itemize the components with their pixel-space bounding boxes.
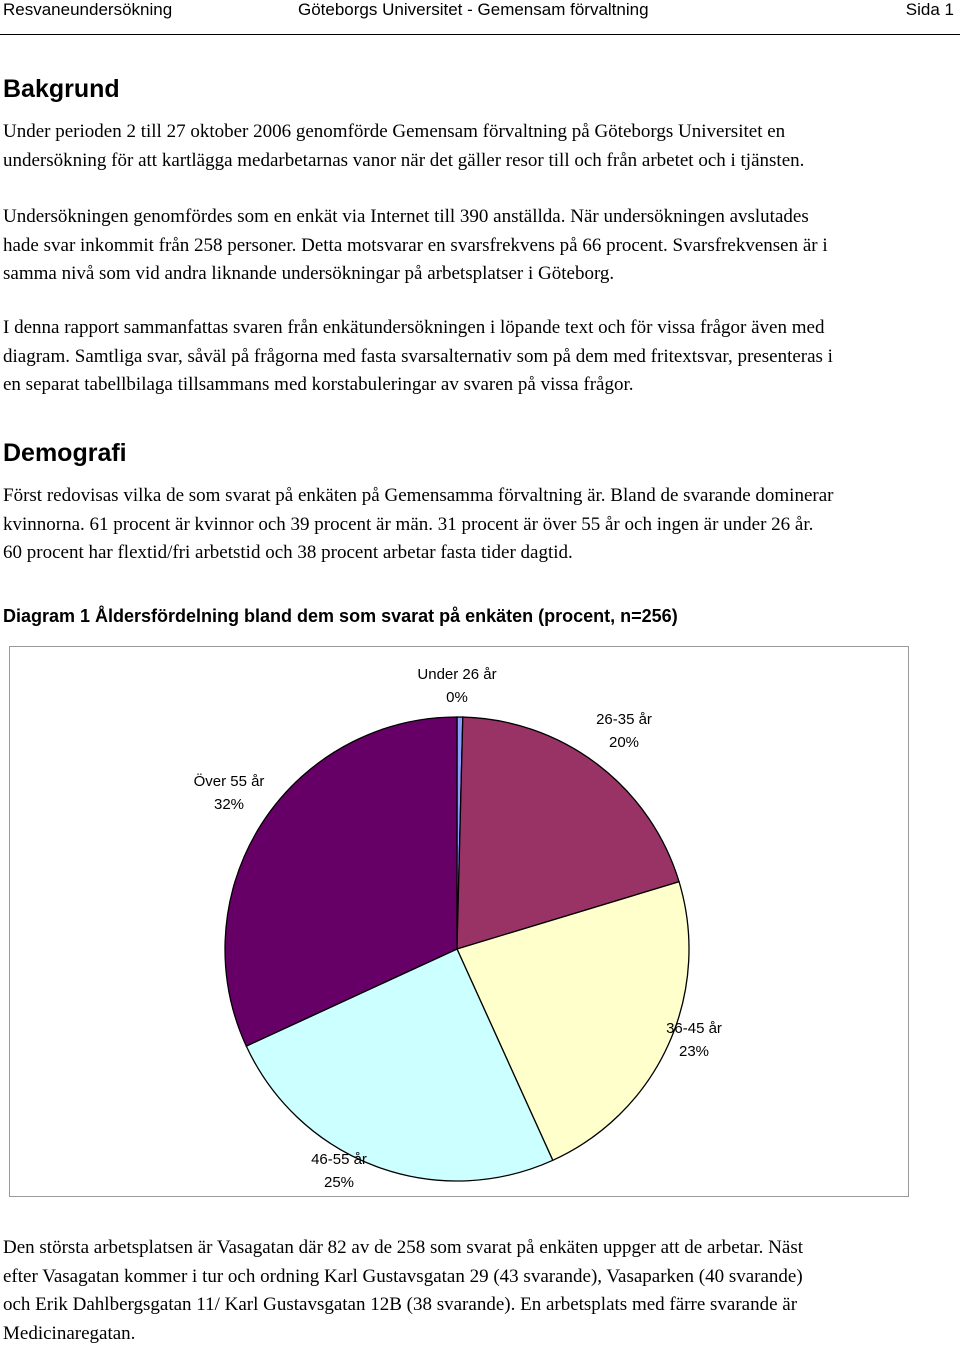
diagram-caption: Diagram 1 Åldersfördelning bland dem som svarat på enkäten (procent, n=256) (3, 604, 678, 628)
paragraph-demografi-1 (3, 482, 957, 568)
pie-chart-svg (10, 647, 908, 1196)
slice-label-2 (596, 708, 652, 754)
header-organization: Göteborgs Universitet - Gemensam förvaltning (298, 0, 649, 20)
running-header (0, 0, 960, 22)
paragraph-bakgrund-1 (3, 118, 957, 175)
heading-bakgrund: Bakgrund (3, 74, 120, 104)
text-line: hade svar inkommit från 258 personer. Detta motsvarar en svarsfrekvens på 66 procent. Svarsfrekvensen är i (3, 232, 957, 261)
slice-category-label: 26-35 år (596, 708, 652, 731)
text-line: en separat tabellbilaga tillsammans med korstabuleringar av svaren på vissa frågor. (3, 371, 957, 400)
slice-label-1 (417, 663, 496, 709)
text-line: och Erik Dahlbergsgatan 11/ Karl Gustavsgatan 12B (38 svarande). En arbetsplats med färre svarande är (3, 1291, 957, 1320)
slice-percent-label: 0% (417, 686, 496, 709)
slice-percent-label: 32% (194, 793, 265, 816)
text-line: kvinnorna. 61 procent är kvinnor och 39 procent är män. 31 procent är över 55 år och ingen är under 26 år. (3, 511, 957, 540)
header-report-title: Resvaneundersökning (3, 0, 172, 20)
header-page-number: Sida 1 (906, 0, 954, 20)
slice-category-label: 36-45 år (666, 1017, 722, 1040)
text-line: undersökning för att kartlägga medarbetarnas vanor när det gäller resor till och från arbetet och i tjänsten. (3, 147, 957, 176)
slice-percent-label: 25% (311, 1171, 367, 1194)
paragraph-demografi-2 (3, 1234, 957, 1348)
slice-category-label: Över 55 år (194, 770, 265, 793)
slice-label-3 (666, 1017, 722, 1063)
paragraph-bakgrund-3 (3, 314, 957, 400)
text-line: samma nivå som vid andra liknande undersökningar på arbetsplatser i Göteborg. (3, 260, 957, 289)
text-line: Under perioden 2 till 27 oktober 2006 genomförde Gemensam förvaltning på Göteborgs Universitet en (3, 118, 957, 147)
paragraph-bakgrund-2 (3, 203, 957, 289)
header-divider (0, 34, 960, 35)
slice-percent-label: 23% (666, 1040, 722, 1063)
slice-percent-label: 20% (596, 731, 652, 754)
text-line: I denna rapport sammanfattas svaren från enkätundersökningen i löpande text och för vissa frågor även med (3, 314, 957, 343)
slice-label-4 (311, 1148, 367, 1194)
text-line: diagram. Samtliga svar, såväl på frågorna med fasta svarsalternativ som på dem med fritextsvar, presenteras i (3, 343, 957, 372)
slice-category-label: Under 26 år (417, 663, 496, 686)
pie-chart (9, 646, 909, 1197)
text-line: 60 procent har flextid/fri arbetstid och 38 procent arbetar fasta tider dagtid. (3, 539, 957, 568)
slice-label-5 (194, 770, 265, 816)
text-line: Undersökningen genomfördes som en enkät via Internet till 390 anställda. När undersökningen avslutades (3, 203, 957, 232)
slice-category-label: 46-55 år (311, 1148, 367, 1171)
heading-demografi: Demografi (3, 438, 127, 468)
text-line: Medicinaregatan. (3, 1320, 957, 1348)
text-line: Först redovisas vilka de som svarat på enkäten på Gemensamma förvaltning är. Bland de svarande dominerar (3, 482, 957, 511)
text-line: Den största arbetsplatsen är Vasagatan där 82 av de 258 som svarat på enkäten uppger att de arbetar. Näst (3, 1234, 957, 1263)
text-line: efter Vasagatan kommer i tur och ordning Karl Gustavsgatan 29 (43 svarande), Vasaparken (40 svarande) (3, 1263, 957, 1292)
